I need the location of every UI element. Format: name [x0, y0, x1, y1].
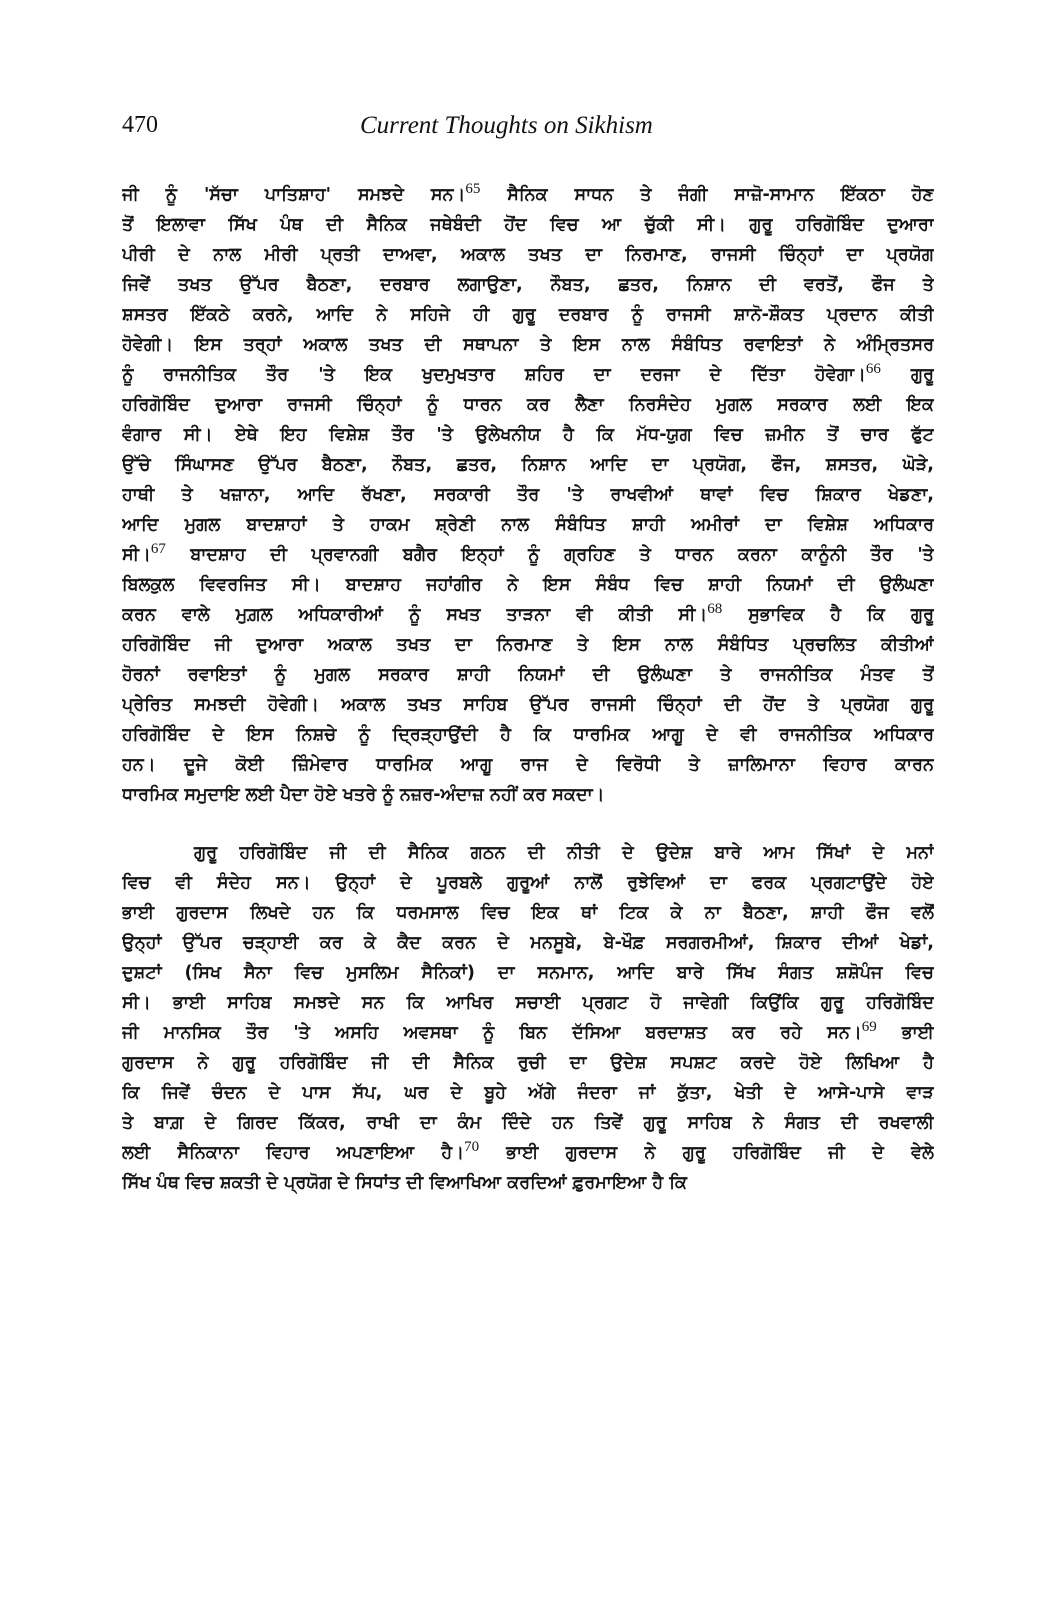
text-line — [122, 240, 934, 270]
line-text: ਕਿ ਜਿਵੇਂ ਚੰਦਨ ਦੇ ਪਾਸ ਸੱਪ, ਘਰ ਦੇ ਬੂਹੇ ਅੱਗੇ ਜੰਦਰਾ ਜਾਂ ਕੁੱਤਾ, ਖੇਤੀ ਦੇ ਆਸੇ-ਪਾਸੇ ਵਾੜ — [122, 1083, 934, 1103]
text-line — [122, 988, 934, 1018]
running-title: Current Thoughts on Sikhism — [360, 112, 653, 139]
line-text: ਉੱਚੇ ਸਿੰਘਾਸਣ ਉੱਪਰ ਬੈਠਣਾ, ਨੌਬਤ, ਛਤਰ, ਨਿਸ਼ਾਨ ਆਦਿ ਦਾ ਪ੍ਰਯੋਗ, ਫੌਜ, ਸ਼ਸਤਰ, ਘੋੜੇ, — [122, 455, 934, 475]
line-text-continued: ਗੁਰੂ — [880, 365, 934, 385]
line-text: ਹਰਿਗੋਬਿੰਦ ਜੀ ਦੁਆਰਾ ਅਕਾਲ ਤਖਤ ਦਾ ਨਿਰਮਾਣ ਤੇ ਇਸ ਨਾਲ ਸੰਬੰਧਿਤ ਪ੍ਰਚਲਿਤ ਕੀਤੀਆਂ — [122, 635, 934, 655]
text-line — [122, 300, 934, 330]
line-text: ਕਰਨ ਵਾਲੇ ਮੁਗ਼ਲ ਅਧਿਕਾਰੀਆਂ ਨੂੰ ਸਖਤ ਤਾੜਨਾ ਵੀ ਕੀਤੀ ਸੀ। — [122, 605, 708, 625]
text-line — [122, 690, 934, 720]
line-text: ਸਿੱਖ ਪੰਥ ਵਿਚ ਸ਼ਕਤੀ ਦੇ ਪ੍ਰਯੋਗ ਦੇ ਸਿਧਾਂਤ ਦੀ ਵਿਆਖਿਆ ਕਰਦਿਆਂ ਫ਼ੁਰਮਾਇਆ ਹੈ ਕਿ — [122, 1173, 687, 1193]
body-text — [122, 180, 934, 1198]
line-text: ਸੀ। ਭਾਈ ਸਾਹਿਬ ਸਮਝਦੇ ਸਨ ਕਿ ਆਖਿਰ ਸਚਾਈ ਪ੍ਰਗਟ ਹੋ ਜਾਵੇਗੀ ਕਿਉਂਕਿ ਗੁਰੂ ਹਰਿਗੋਬਿੰਦ — [122, 993, 934, 1013]
line-text: ਜਿਵੇਂ ਤਖਤ ਉੱਪਰ ਬੈਠਣਾ, ਦਰਬਾਰ ਲਗਾਉਣਾ, ਨੌਬਤ, ਛਤਰ, ਨਿਸ਼ਾਨ ਦੀ ਵਰਤੋਂ, ਫੌਜ ਤੇ — [122, 275, 934, 295]
page-header — [122, 112, 932, 152]
footnote-marker: 69 — [861, 1019, 877, 1036]
text-line — [122, 780, 934, 810]
text-line — [122, 720, 934, 750]
text-line — [122, 180, 934, 210]
line-text: ਵੰਗਾਰ ਸੀ। ਏਥੇ ਇਹ ਵਿਸ਼ੇਸ਼ ਤੌਰ 'ਤੇ ਉਲੇਖਨੀਯ ਹੈ ਕਿ ਮੱਧ-ਯੁਗ ਵਿਚ ਜ਼ਮੀਨ ਤੋਂ ਚਾਰ ਫੁੱਟ — [122, 425, 934, 445]
line-text: ਬਿਲਕੁਲ ਵਿਵਰਜਿਤ ਸੀ। ਬਾਦਸ਼ਾਹ ਜਹਾਂਗੀਰ ਨੇ ਇਸ ਸੰਬੰਧ ਵਿਚ ਸ਼ਾਹੀ ਨਿਯਮਾਂ ਦੀ ਉਲੰਘਣਾ — [122, 575, 934, 595]
text-line — [122, 510, 934, 540]
text-line — [122, 838, 934, 868]
text-line — [122, 450, 934, 480]
text-line — [122, 630, 934, 660]
text-line — [122, 210, 934, 240]
line-text: ਲਈ ਸੈਨਿਕਾਨਾ ਵਿਹਾਰ ਅਪਣਾਇਆ ਹੈ। — [122, 1143, 465, 1163]
line-text: ਹਨ। ਦੂਜੇ ਕੋਈ ਜ਼ਿੰਮੇਵਾਰ ਧਾਰਮਿਕ ਆਗੂ ਰਾਜ ਦੇ ਵਿਰੋਧੀ ਤੇ ਜ਼ਾਲਿਮਾਨਾ ਵਿਹਾਰ ਕਾਰਨ — [122, 755, 934, 775]
text-line — [122, 1078, 934, 1108]
text-line — [122, 330, 934, 360]
text-line — [122, 898, 934, 928]
line-text: ਉਨ੍ਹਾਂ ਉੱਪਰ ਚੜ੍ਹਾਈ ਕਰ ਕੇ ਕੈਦ ਕਰਨ ਦੇ ਮਨਸੂਬੇ, ਬੇ-ਖੌਫ਼ ਸਰਗਰਮੀਆਂ, ਸ਼ਿਕਾਰ ਦੀਆਂ ਖੇਡਾਂ, — [122, 933, 934, 953]
line-text: ਤੋਂ ਇਲਾਵਾ ਸਿੱਖ ਪੰਥ ਦੀ ਸੈਨਿਕ ਜਥੇਬੰਦੀ ਹੋਂਦ ਵਿਚ ਆ ਚੁੱਕੀ ਸੀ। ਗੁਰੂ ਹਰਿਗੋਬਿੰਦ ਦੁਆਰਾ — [122, 215, 934, 235]
text-line — [122, 1048, 934, 1078]
line-text-continued: ਭਾਈ — [876, 1023, 934, 1043]
line-text: ਪੀਰੀ ਦੇ ਨਾਲ ਮੀਰੀ ਪ੍ਰਤੀ ਦਾਅਵਾ, ਅਕਾਲ ਤਖਤ ਦਾ ਨਿਰਮਾਣ, ਰਾਜਸੀ ਚਿੰਨ੍ਹਾਂ ਦਾ ਪ੍ਰਯੋਗ — [122, 245, 934, 265]
text-line — [122, 1018, 934, 1048]
text-line — [122, 390, 934, 420]
page-number: 470 — [122, 112, 158, 138]
text-line — [122, 660, 934, 690]
line-text: ਧਾਰਮਿਕ ਸਮੁਦਾਇ ਲਈ ਪੈਦਾ ਹੋਏ ਖਤਰੇ ਨੂੰ ਨਜ਼ਰ-ਅੰਦਾਜ਼ ਨਹੀਂ ਕਰ ਸਕਦਾ। — [122, 785, 605, 805]
text-line — [122, 480, 934, 510]
text-line — [122, 750, 934, 780]
footnote-marker: 68 — [707, 601, 723, 618]
line-text: ਹਰਿਗੋਬਿੰਦ ਦੇ ਇਸ ਨਿਸ਼ਚੇ ਨੂੰ ਦ੍ਰਿੜ੍ਹਾਉਂਦੀ ਹੈ ਕਿ ਧਾਰਮਿਕ ਆਗੂ ਦੇ ਵੀ ਰਾਜਨੀਤਿਕ ਅਧਿਕਾਰ — [122, 725, 934, 745]
footnote-marker: 70 — [464, 1139, 480, 1156]
line-text: ਨੂੰ ਰਾਜਨੀਤਿਕ ਤੌਰ 'ਤੇ ਇਕ ਖੁਦਮੁਖਤਾਰ ਸ਼ਹਿਰ ਦਾ ਦਰਜਾ ਦੇ ਦਿੱਤਾ ਹੋਵੇਗਾ। — [122, 365, 866, 385]
line-text: ਭਾਈ ਗੁਰਦਾਸ ਲਿਖਦੇ ਹਨ ਕਿ ਧਰਮਸਾਲ ਵਿਚ ਇਕ ਥਾਂ ਟਿਕ ਕੇ ਨਾ ਬੈਠਣਾ, ਸ਼ਾਹੀ ਫੌਜ ਵਲੋਂ — [122, 903, 934, 923]
text-line — [122, 1108, 934, 1138]
line-text: ਹਰਿਗੋਬਿੰਦ ਦੁਆਰਾ ਰਾਜਸੀ ਚਿੰਨ੍ਹਾਂ ਨੂੰ ਧਾਰਨ ਕਰ ਲੈਣਾ ਨਿਰਸੰਦੇਹ ਮੁਗਲ ਸਰਕਾਰ ਲਈ ਇਕ — [122, 395, 934, 415]
line-text: ਆਦਿ ਮੁਗਲ ਬਾਦਸ਼ਾਹਾਂ ਤੇ ਹਾਕਮ ਸ਼੍ਰੇਣੀ ਨਾਲ ਸੰਬੰਧਿਤ ਸ਼ਾਹੀ ਅਮੀਰਾਂ ਦਾ ਵਿਸ਼ੇਸ਼ ਅਧਿਕਾਰ — [122, 515, 934, 535]
line-text: ਜੀ ਮਾਨਸਿਕ ਤੌਰ 'ਤੇ ਅਸਹਿ ਅਵਸਥਾ ਨੂੰ ਬਿਨ ਦੱਸਿਆ ਬਰਦਾਸ਼ਤ ਕਰ ਰਹੇ ਸਨ। — [122, 1023, 862, 1043]
text-line — [122, 958, 934, 988]
text-line — [122, 420, 934, 450]
line-text: ਪ੍ਰੇਰਿਤ ਸਮਝਦੀ ਹੋਵੇਗੀ। ਅਕਾਲ ਤਖਤ ਸਾਹਿਬ ਉੱਪਰ ਰਾਜਸੀ ਚਿੰਨ੍ਹਾਂ ਦੀ ਹੋਂਦ ਤੇ ਪ੍ਰਯੋਗ ਗੁਰੂ — [122, 695, 934, 715]
text-line — [122, 600, 934, 630]
line-text: ਗੁਰੂ ਹਰਿਗੋਬਿੰਦ ਜੀ ਦੀ ਸੈਨਿਕ ਗਠਨ ਦੀ ਨੀਤੀ ਦੇ ਉਦੇਸ਼ ਬਾਰੇ ਆਮ ਸਿੱਖਾਂ ਦੇ ਮਨਾਂ — [194, 843, 934, 863]
text-line — [122, 570, 934, 600]
line-text: ਸ਼ਸਤਰ ਇੱਕਠੇ ਕਰਨੇ, ਆਦਿ ਨੇ ਸਹਿਜੇ ਹੀ ਗੁਰੂ ਦਰਬਾਰ ਨੂੰ ਰਾਜਸੀ ਸ਼ਾਨੋ-ਸ਼ੌਕਤ ਪ੍ਰਦਾਨ ਕੀਤੀ — [122, 305, 934, 325]
paragraph-1 — [122, 180, 934, 810]
footnote-marker: 67 — [150, 541, 166, 558]
text-line — [122, 360, 934, 390]
line-text-continued: ਸੁਭਾਵਿਕ ਹੈ ਕਿ ਗੁਰੂ — [722, 605, 934, 625]
paragraph-2 — [122, 838, 934, 1198]
line-text: ਜੀ ਨੂੰ 'ਸੱਚਾ ਪਾਤਿਸ਼ਾਹ' ਸਮਝਦੇ ਸਨ। — [122, 185, 466, 205]
footnote-marker: 66 — [865, 361, 881, 378]
line-text-continued: ਬਾਦਸ਼ਾਹ ਦੀ ਪ੍ਰਵਾਨਗੀ ਬਗੈਰ ਇਨ੍ਹਾਂ ਨੂੰ ਗ੍ਰਹਿਣ ਤੇ ਧਾਰਨ ਕਰਨਾ ਕਾਨੂੰਨੀ ਤੌਰ 'ਤੇ — [165, 545, 934, 565]
footnote-marker: 65 — [465, 181, 481, 198]
line-text-continued: ਭਾਈ ਗੁਰਦਾਸ ਨੇ ਗੁਰੂ ਹਰਿਗੋਬਿੰਦ ਜੀ ਦੇ ਵੇਲੇ — [479, 1143, 934, 1163]
text-line — [122, 928, 934, 958]
line-text-continued: ਸੈਨਿਕ ਸਾਧਨ ਤੇ ਜੰਗੀ ਸਾਜ਼ੋ-ਸਾਮਾਨ ਇੱਕਠਾ ਹੋਣ — [480, 185, 934, 205]
line-text: ਗੁਰਦਾਸ ਨੇ ਗੁਰੂ ਹਰਿਗੋਬਿੰਦ ਜੀ ਦੀ ਸੈਨਿਕ ਰੁਚੀ ਦਾ ਉਦੇਸ਼ ਸਪਸ਼ਟ ਕਰਦੇ ਹੋਏ ਲਿਖਿਆ ਹੈ — [122, 1053, 934, 1073]
line-text: ਹੋਰਨਾਂ ਰਵਾਇਤਾਂ ਨੂੰ ਮੁਗਲ ਸਰਕਾਰ ਸ਼ਾਹੀ ਨਿਯਮਾਂ ਦੀ ਉਲੰਘਣਾ ਤੇ ਰਾਜਨੀਤਿਕ ਮੰਤਵ ਤੋਂ — [122, 665, 934, 685]
line-text: ਹਾਥੀ ਤੇ ਖਜ਼ਾਨਾ, ਆਦਿ ਰੱਖਣਾ, ਸਰਕਾਰੀ ਤੌਰ 'ਤੇ ਰਾਖਵੀਆਂ ਥਾਵਾਂ ਵਿਚ ਸ਼ਿਕਾਰ ਖੇਡਣਾ, — [122, 485, 934, 505]
text-line — [122, 1168, 934, 1198]
text-line — [122, 540, 934, 570]
line-text: ਸੀ। — [122, 545, 151, 565]
line-text: ਵਿਚ ਵੀ ਸੰਦੇਹ ਸਨ। ਉਨ੍ਹਾਂ ਦੇ ਪੂਰਬਲੇ ਗੁਰੂਆਂ ਨਾਲੋਂ ਰੁਝੇਵਿਆਂ ਦਾ ਫਰਕ ਪ੍ਰਗਟਾਉਂਦੇ ਹੋਏ — [122, 873, 934, 893]
text-line — [122, 868, 934, 898]
line-text: ਤੇ ਬਾਗ਼ ਦੇ ਗਿਰਦ ਕਿੱਕਰ, ਰਾਖੀ ਦਾ ਕੰਮ ਦਿੰਦੇ ਹਨ ਤਿਵੇਂ ਗੁਰੂ ਸਾਹਿਬ ਨੇ ਸੰਗਤ ਦੀ ਰਖਵਾਲੀ — [122, 1113, 934, 1133]
line-text: ਦੁਸ਼ਟਾਂ (ਸਿਖ ਸੈਨਾ ਵਿਚ ਮੁਸਲਿਮ ਸੈਨਿਕਾਂ) ਦਾ ਸਨਮਾਨ, ਆਦਿ ਬਾਰੇ ਸਿੱਖ ਸੰਗਤ ਸ਼ਸ਼ੋਪੰਜ ਵਿਚ — [122, 963, 934, 983]
text-line — [122, 1138, 934, 1168]
text-line — [122, 270, 934, 300]
line-text: ਹੋਵੇਗੀ। ਇਸ ਤਰ੍ਹਾਂ ਅਕਾਲ ਤਖਤ ਦੀ ਸਥਾਪਨਾ ਤੇ ਇਸ ਨਾਲ ਸੰਬੰਧਿਤ ਰਵਾਇਤਾਂ ਨੇ ਅੰਮ੍ਰਿਤਸਰ — [122, 335, 934, 355]
